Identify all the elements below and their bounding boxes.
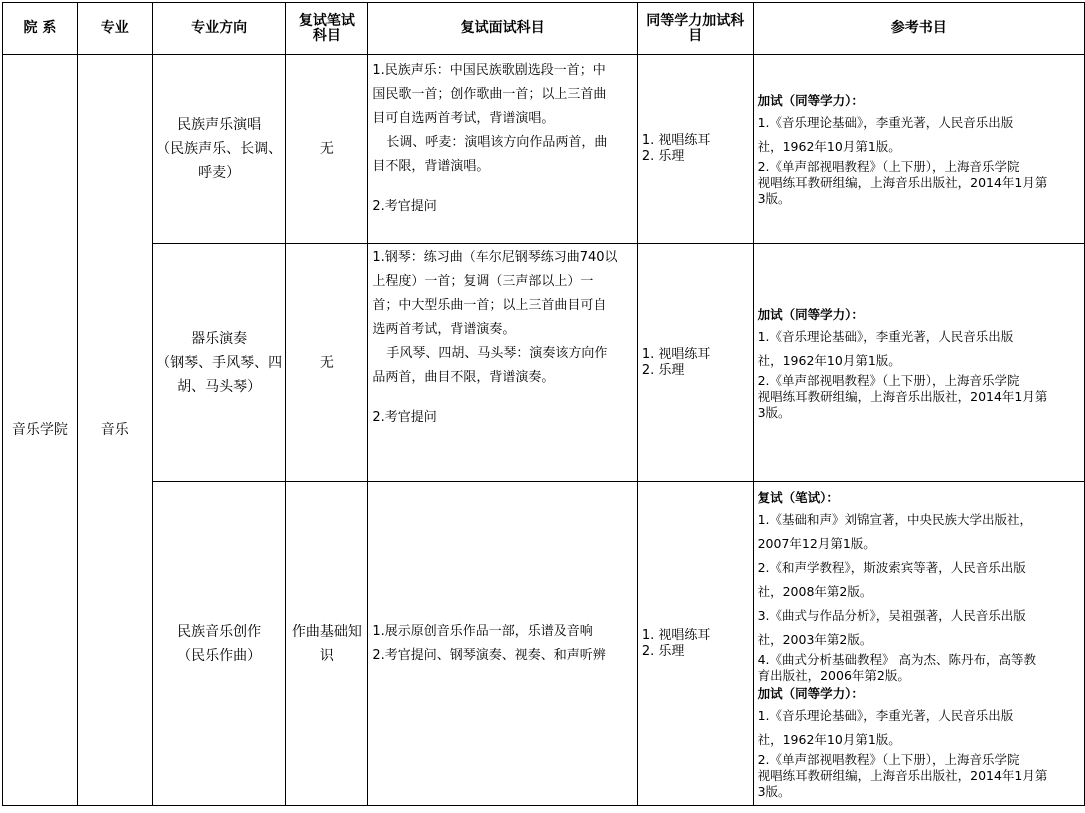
- extra-cell: [637, 244, 753, 482]
- header-written: 复试笔试科目: [286, 3, 368, 55]
- exam-subjects-table: [2, 2, 1085, 806]
- book-line: 育出版社，2006年第2版。: [757, 667, 910, 683]
- book-line: 3版。: [757, 191, 791, 206]
- table-row: [3, 482, 1085, 806]
- extra-line: 1. 视唱练耳: [641, 346, 711, 362]
- direction-line: 胡、马头琴）: [177, 378, 262, 395]
- book-line: 视唱练耳教研组编，上海音乐出版社，2014年1月第: [757, 388, 1048, 404]
- written-line: 作曲基础知: [291, 623, 362, 640]
- book-line: 2.《单声部视唱教程》（上下册），上海音乐学院: [757, 372, 1020, 388]
- direction-line: 民族音乐创作: [177, 623, 262, 640]
- interview-cell: [368, 482, 637, 806]
- book-line: 3.《曲式与作品分析》，吴祖强著，人民音乐出版: [757, 607, 1026, 623]
- extra-line: 1. 视唱练耳: [641, 627, 711, 643]
- header-major: 专业: [77, 3, 152, 55]
- interview-line: 目可自选两首考试，背谱演唱。: [372, 111, 555, 126]
- books-heading: 加试（同等学力）：: [757, 93, 864, 108]
- interview-line: 品两首，曲目不限，背谱演奏。: [372, 370, 555, 385]
- book-line: 1.《音乐理论基础》，李重光著，人民音乐出版: [757, 328, 1014, 344]
- header-direction: 专业方向: [152, 3, 286, 55]
- extra-cell: [637, 482, 753, 806]
- major-cell: 音乐: [77, 55, 152, 806]
- books-cell: [753, 482, 1084, 806]
- extra-line: 2. 乐理: [641, 149, 685, 164]
- interview-line: 首；中大型乐曲一首；以上三首曲目可自: [372, 298, 607, 313]
- extra-line: 2. 乐理: [641, 362, 685, 378]
- books-heading: 加试（同等学力）：: [757, 685, 864, 701]
- header-college: 院 系: [3, 3, 78, 55]
- interview-line: 1.展示原创音乐作品一部，乐谱及音响: [372, 623, 593, 639]
- book-line: 社，1962年10月第1版。: [757, 352, 901, 368]
- book-line: 1.《基础和声》刘锦宣著，中央民族大学出版社，: [757, 511, 1033, 527]
- book-line: 2.《单声部视唱教程》（上下册），上海音乐学院: [757, 159, 1020, 174]
- extra-line: 1. 视唱练耳: [641, 133, 711, 148]
- direction-cell: [152, 482, 286, 806]
- written-cell: 无: [286, 55, 368, 244]
- table-row: [3, 244, 1085, 482]
- extra-cell: [637, 55, 753, 244]
- college-cell: 音乐学院: [3, 55, 78, 806]
- extra-line: 2. 乐理: [641, 643, 685, 659]
- book-line: 社，1962年10月第1版。: [757, 139, 901, 154]
- interview-line: 手风琴、四胡、马头琴：演奏该方向作: [386, 346, 608, 361]
- book-line: 3版。: [757, 404, 791, 420]
- book-line: 视唱练耳教研组编，上海音乐出版社，2014年1月第: [757, 175, 1048, 190]
- book-line: 2.《和声学教程》，斯波索宾等著，人民音乐出版: [757, 559, 1026, 575]
- interview-line: 国民歌一首；创作歌曲一首；以上三首曲: [372, 87, 607, 102]
- direction-cell: [152, 244, 286, 482]
- books-heading: 复试（笔试）：: [757, 489, 839, 505]
- header-extra: 同等学力加试科目: [637, 3, 753, 55]
- books-cell: [753, 244, 1084, 482]
- book-line: 3版。: [757, 783, 791, 799]
- interview-line: 2.考官提问: [372, 410, 437, 425]
- direction-line: （民乐作曲）: [177, 647, 262, 664]
- book-line: 4.《曲式分析基础教程》 高为杰、陈丹布，高等教: [757, 651, 1037, 667]
- book-line: 视唱练耳教研组编，上海音乐出版社，2014年1月第: [757, 767, 1048, 783]
- interview-line: 2.考官提问: [372, 199, 437, 214]
- interview-line: 选两首考试，背谱演奏。: [372, 322, 516, 337]
- table-row: [3, 55, 1085, 244]
- interview-line: 1.钢琴：练习曲（车尔尼钢琴练习曲740以: [372, 250, 618, 265]
- header-row: [3, 3, 1085, 55]
- interview-cell: [368, 55, 637, 244]
- book-line: 社，2003年第2版。: [757, 631, 873, 647]
- written-cell: [286, 482, 368, 806]
- direction-cell: [152, 55, 286, 244]
- book-line: 2.《单声部视唱教程》（上下册），上海音乐学院: [757, 751, 1020, 767]
- book-line: 1.《音乐理论基础》，李重光著，人民音乐出版: [757, 707, 1014, 723]
- direction-line: （民族声乐、长调、: [156, 141, 283, 157]
- interview-line: 2.考官提问、钢琴演奏、视奏、和声听辨: [372, 647, 606, 663]
- interview-line: 目不限，背谱演唱。: [372, 159, 490, 174]
- books-cell: [753, 55, 1084, 244]
- interview-line: 长调、呼麦：演唱该方向作品两首，曲: [386, 135, 608, 150]
- direction-line: （钢琴、手风琴、四: [156, 354, 283, 371]
- interview-cell: [368, 244, 637, 482]
- written-line: 识: [319, 647, 334, 664]
- book-line: 2007年12月第1版。: [757, 535, 876, 551]
- book-line: 社，2008年第2版。: [757, 583, 873, 599]
- header-interview: 复试面试科目: [368, 3, 637, 55]
- book-line: 社，1962年10月第1版。: [757, 731, 901, 747]
- book-line: 1.《音乐理论基础》，李重光著，人民音乐出版: [757, 115, 1014, 130]
- written-cell: 无: [286, 244, 368, 482]
- interview-line: 1.民族声乐：中国民族歌剧选段一首；中: [372, 63, 606, 78]
- header-books: 参考书目: [753, 3, 1084, 55]
- direction-line: 民族声乐演唱: [177, 117, 262, 133]
- books-heading: 加试（同等学力）：: [757, 306, 864, 322]
- interview-line: 上程度）一首；复调（三声部以上）一: [372, 274, 594, 289]
- direction-line: 器乐演奏: [191, 330, 248, 347]
- direction-line: 呼麦）: [198, 165, 241, 181]
